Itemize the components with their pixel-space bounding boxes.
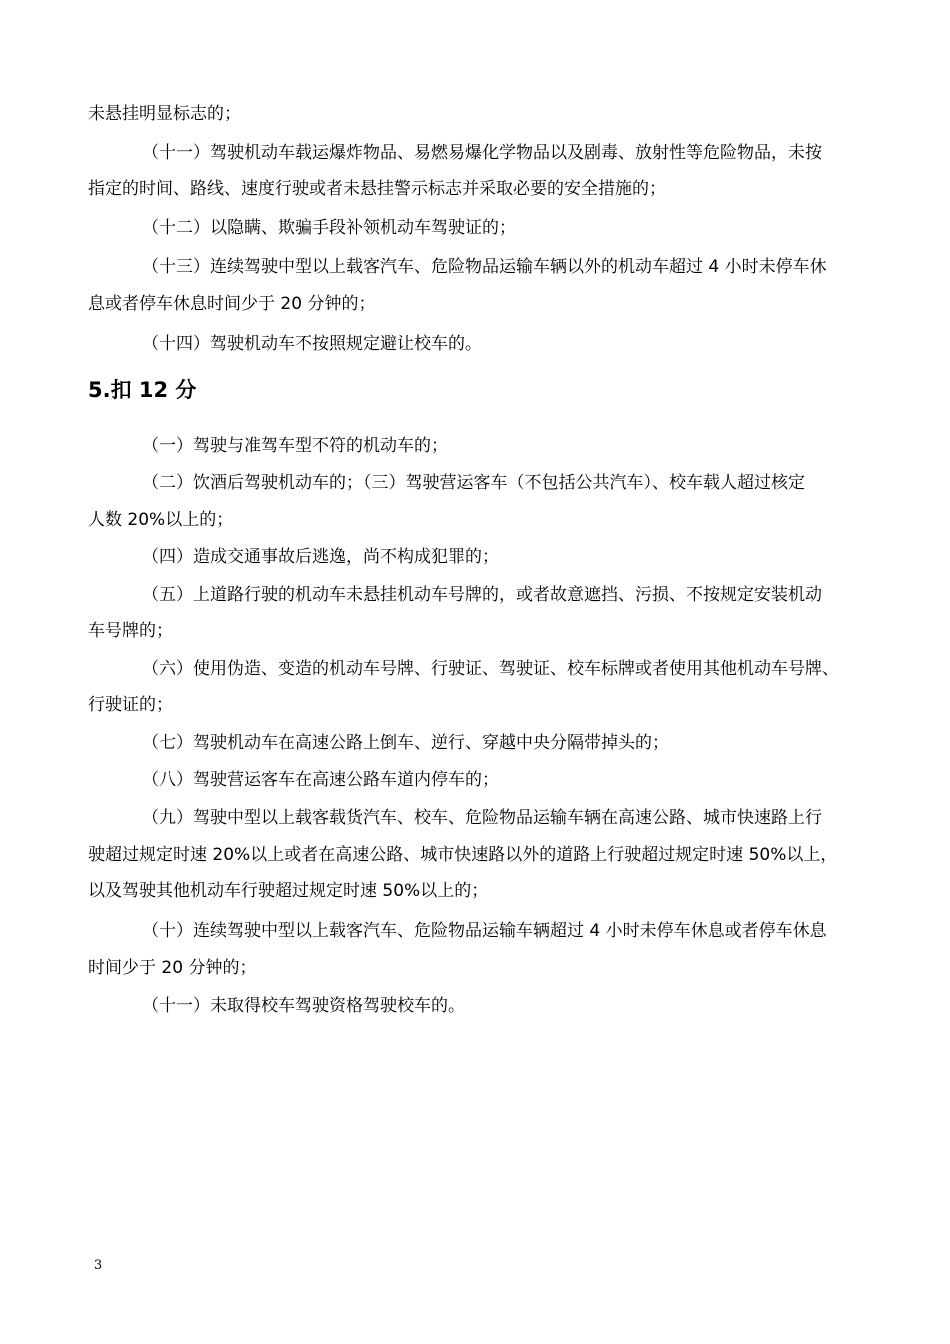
paragraph-line: 驶超过规定时速 20%以上或者在高速公路、城市快速路以外的道路上行驶超过规定时速 50%以上， — [88, 845, 838, 865]
paragraph-line: 未悬挂明显标志的； — [88, 104, 241, 124]
paragraph-line: 人数 20%以上的； — [88, 510, 234, 530]
paragraph-line: 时间少于 20 分钟的； — [88, 958, 257, 978]
paragraph-line: 息或者停车休息时间少于 20 分钟的； — [88, 294, 376, 314]
paragraph-line: 行驶证的； — [88, 695, 173, 715]
paragraph-line: （六）使用伪造、变造的机动车号牌、行驶证、驾驶证、校车标牌或者使用其他机动车号牌、 — [142, 659, 839, 679]
paragraph-line: 指定的时间、路线、速度行驶或者未悬挂警示标志并采取必要的安全措施的； — [88, 179, 666, 199]
paragraph-line: 车号牌的； — [88, 621, 173, 641]
paragraph-line: （二）饮酒后驾驶机动车的；（三）驾驶营运客车（不包括公共汽车）、校车载人超过核定 — [142, 473, 805, 493]
paragraph-line: （九）驾驶中型以上载客载货汽车、校车、危险物品运输车辆在高速公路、城市快速路上行 — [142, 808, 822, 828]
paragraph-line: （十三）连续驾驶中型以上载客汽车、危险物品运输车辆以外的机动车超过 4 小时未停车休 — [142, 257, 827, 277]
page-number: 3 — [94, 1258, 103, 1273]
paragraph-line: （八）驾驶营运客车在高速公路车道内停车的； — [142, 770, 499, 790]
paragraph-line: （十一）未取得校车驾驶资格驾驶校车的。 — [142, 996, 465, 1016]
paragraph-line: （十一）驾驶机动车载运爆炸物品、易燃易爆化学物品以及剧毒、放射性等危险物品，未按 — [142, 143, 822, 163]
paragraph-line: （五）上道路行驶的机动车未悬挂机动车号牌的，或者故意遮挡、污损、不按规定安装机动 — [142, 585, 822, 605]
paragraph-line: （四）造成交通事故后逃逸，尚不构成犯罪的； — [142, 547, 499, 567]
paragraph-line: （七）驾驶机动车在高速公路上倒车、逆行、穿越中央分隔带掉头的； — [142, 733, 669, 753]
section-heading: 5.扣 12 分 — [88, 378, 197, 402]
paragraph-line: （十）连续驾驶中型以上载客汽车、危险物品运输车辆超过 4 小时未停车休息或者停车休息 — [142, 921, 827, 941]
paragraph-line: 以及驾驶其他机动车行驶超过规定时速 50%以上的； — [88, 881, 489, 901]
paragraph-line: （十四）驾驶机动车不按照规定避让校车的。 — [142, 334, 482, 354]
paragraph-line: （十二）以隐瞒、欺骗手段补领机动车驾驶证的； — [142, 218, 516, 238]
paragraph-line: （一）驾驶与准驾车型不符的机动车的； — [142, 436, 448, 456]
